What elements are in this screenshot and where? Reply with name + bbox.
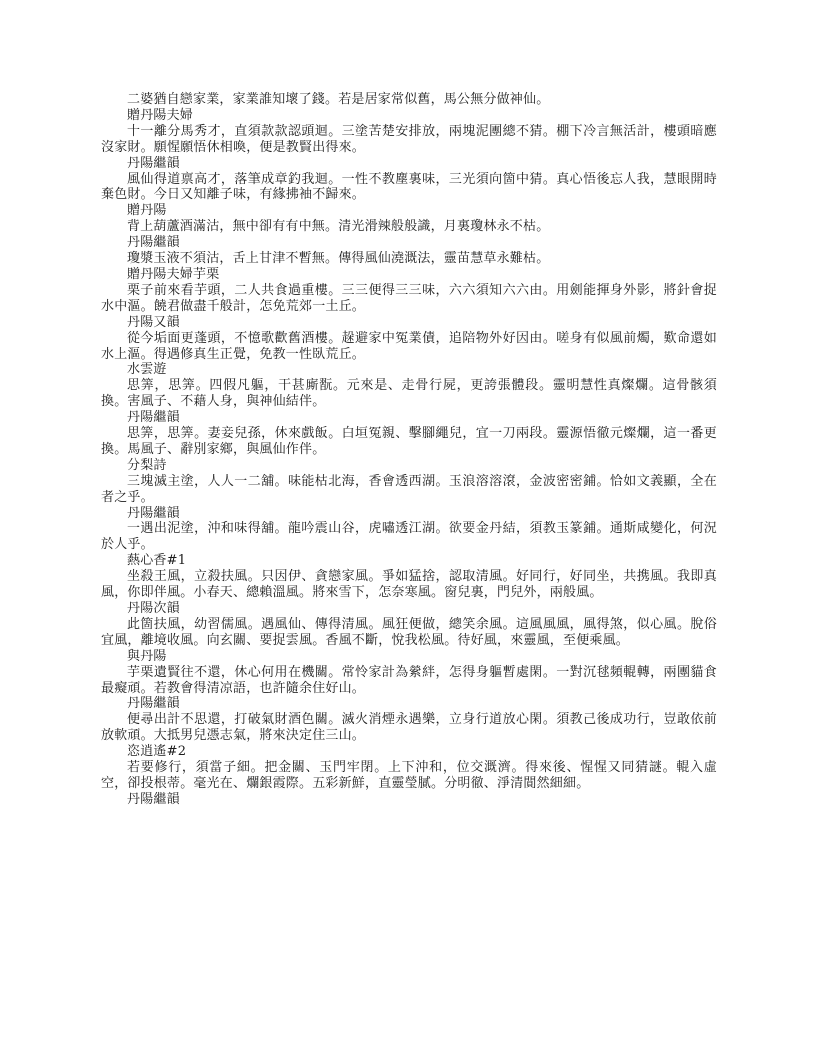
poem-title: 與丹陽 [127,648,167,664]
poem-verse: 二婆猶自戀家業，家業誰知壞了錢。若是居家常似舊，馬公無分做神仙。 [127,92,550,107]
poem-title: 贈丹陽夫婦 [127,107,194,123]
poem-verse: 便尋出計不思還，打破氣財酒色關。滅火消煙永遇樂，立身行道放心閑。須教己後成功行，豈敢依前放軟頑。大抵男兒憑志氣，將來決定住三山。 [101,712,717,744]
poem-title: 丹陽次韻 [127,601,180,616]
poem-title: 水雲遊 [127,362,167,378]
poem-title: 丹陽繼韻 [127,235,180,251]
poem-title: 丹陽繼韻 [127,155,180,171]
poem-verse: 三塊滅主塗，人人一二舖。味能枯北海，香會透西湖。玉浪溶溶滾，金波密密鋪。恰如文義顯，全在者之乎。 [101,473,717,505]
poem-verse: 此箇扶風，幼習儒風。遇風仙、傳得清風。風狂便做，總笑余風。這風風風，風得煞，似心風。脫俗宜風，離境收風。向玄關、要捉雲風。香風不斷，悅我松風。待好風，來靈風，至便乘風。 [101,616,717,648]
poem-title: 爇心香#1 [127,553,187,569]
poem-verse: 思筭，思筭。妻妾兒孫，休來戲飯。白垣冤親、擊腳繩兒，宜一刀兩段。靈源悟徹元燦爛，這一番更換。馬風子、辭別家鄉，與風仙作伴。 [101,426,717,457]
poem-title: 丹陽繼韻 [127,696,180,712]
poem-title: 恣逍遙#2 [127,744,187,760]
poem-title: 丹陽又韻 [127,314,180,330]
poem-verse: 芋栗遺賢往不還，休心何用在機關。常怜家計為縈絆，怎得身軀暫處閑。一對沉毬頻輥轉，兩團貓食最癡頑。若教會得清凉語，也許隨余住好山。 [101,664,717,696]
poem-title: 贈丹陽夫婦芋栗 [127,266,220,282]
poem-verse: 栗子前來看芋頭，二人共食過重樓。三三便得三三味，六六須知六六由。用劍能揮身外影，將針會捉水中漚。饒君做盡千般計，怎免荒郊一土丘。 [101,282,717,314]
poem-verse: 坐殺王風，立殺扶風。只因伊、貪戀家風。爭如猛捨，認取清風。好同行，好同坐，共携風。我即真風，你即伴風。小春天、總賴溫風。將來雪下，怎奈寒風。窗兒裏，門兒外，兩般風。 [101,569,717,601]
poem-title: 贈丹陽 [127,203,167,219]
poem-verse: 思筭，思筭。四假凡軀，干甚廝翫。元來是、走骨行屍，更誇張體段。靈明慧性真燦爛。這骨骸須換。害風子、不藉人身，與神仙結伴。 [101,378,717,410]
poem-verse: 若要修行，須當子細。把金關、玉門牢閉。上下沖和，位交溉濟。得來後、惺惺又同猜謎。輥入虛空，卻投根蒂。毫光在、爛銀霞際。五彩新鮮，直靈瑩膩。分明徹、淨清閴然細細。 [101,760,717,791]
poem-verse: 從今垢面更蓬頭，不憶歌歡舊酒樓。趓避家中冤業債，追陪物外好因由。嗟身有似風前燭，歎命還如水上漚。得遇修真生正覺，免教一性臥荒丘。 [101,330,717,362]
poem-verse: 風仙得道禀高才，落筆成章釣我迴。一性不教塵裏味，三光須向箇中猜。真心悟後忘人我，慧眼開時棄色財。今日又知離子味，有緣拂袖不歸來。 [101,171,717,203]
poem-verse: 瓊漿玉液不須沽，舌上甘津不暫無。傳得風仙澆溉法，靈苗慧草永難枯。 [127,251,550,267]
poem-title: 丹陽繼韻 [127,410,180,426]
document-body [101,92,717,808]
poem-verse: 十一離分馬秀才，直須款款認頭迴。三塗苦楚安排放，兩塊泥團總不猜。棚下冷言無活計，樓頭暗應沒家財。願惺願悟休相喚，便是教賢出得來。 [101,123,717,155]
poem-title: 丹陽繼韻 [127,505,180,521]
poem-title: 丹陽繼韻 [127,791,180,807]
poem-verse: 背上葫蘆酒滿沽，無中卻有有中無。清光滑辣般般識，月裏瓊林永不枯。 [127,219,550,235]
poem-verse: 一遇出泥塗，沖和味得舖。龍吟震山谷，虎嘯透江湖。欲要金丹結，須教玉篆鋪。通斯咸變化，何況於人乎。 [101,521,717,553]
poem-title: 分梨詩 [127,457,167,473]
